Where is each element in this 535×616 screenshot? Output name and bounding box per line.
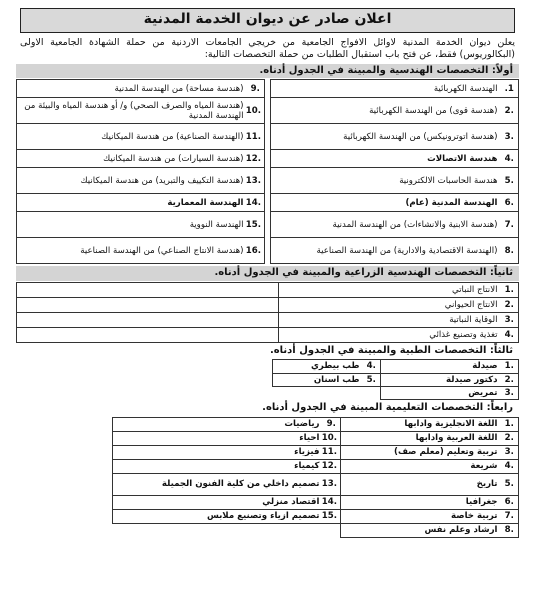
row-number: .8 — [501, 238, 519, 264]
table-row — [17, 124, 519, 150]
row-number: .4 — [501, 459, 519, 473]
specialty-cell: الهندسة المدنية (عام) — [271, 194, 501, 212]
specialty-cell: (هندسة اتوترونيكس) من الهندسة الكهربائية — [271, 124, 501, 150]
spacer-cell — [17, 431, 113, 445]
specialty-cell: جغرافيا — [341, 495, 501, 509]
specialty-cell: (الهندسة الصناعية) من هندسة الميكانيك — [17, 124, 247, 150]
specialty-cell: تغذية وتصنيع غذائي — [279, 327, 501, 342]
education-table — [16, 417, 519, 538]
table-row — [17, 360, 519, 373]
row-number: .9 — [323, 417, 341, 431]
specialty-cell: اللغة الانجليزية وادابها — [341, 417, 501, 431]
spacer-cell — [17, 495, 113, 509]
table-row — [17, 282, 519, 297]
specialty-cell: (هندسة التكييف والتبريد) من هندسة الميكانيك — [17, 168, 247, 194]
section4-heading: رابعاً: التخصصات التعليمية المبينة في الجدول أدناه. — [16, 401, 519, 416]
specialty-cell — [273, 386, 363, 399]
specialty-cell: شريعة — [341, 459, 501, 473]
announcement-title: اعلان صادر عن ديوان الخدمة المدنية — [20, 8, 515, 33]
specialty-cell: رياضيات — [113, 417, 323, 431]
row-number: .6 — [501, 495, 519, 509]
specialty-cell: الهندسة الكهربائية — [271, 80, 501, 98]
row-number: .5 — [501, 168, 519, 194]
specialty-cell: اللغة العربية وادابها — [341, 431, 501, 445]
section2-heading: ثانياً: التخصصات الهندسية الزراعية والمبينة في الجدول أدناه. — [16, 266, 519, 281]
specialty-cell: ارشاد وعلم نفس — [341, 523, 501, 537]
table-row — [17, 312, 519, 327]
spacer-cell — [265, 212, 271, 238]
table-row — [17, 327, 519, 342]
specialty-cell: فيزياء — [113, 445, 323, 459]
table-row — [17, 373, 519, 386]
row-number: .8 — [501, 523, 519, 537]
table-row — [17, 194, 519, 212]
table-row — [17, 386, 519, 399]
row-number: .15 — [323, 509, 341, 523]
spacer-cell — [265, 168, 271, 194]
specialty-cell: الانتاج الحيواني — [279, 297, 501, 312]
row-number: .3 — [501, 445, 519, 459]
specialty-cell: طب اسنان — [273, 373, 363, 386]
table-row — [17, 212, 519, 238]
specialty-cell: الهندسة النووية — [17, 212, 247, 238]
section3-heading: ثالثاً: التخصصات الطبية والمبينة في الجدول أدناه. — [16, 344, 519, 359]
spacer-cell — [17, 445, 113, 459]
spacer-cell — [265, 238, 271, 264]
row-number: .10 — [323, 431, 341, 445]
table-row — [17, 297, 519, 312]
table-row — [17, 80, 519, 98]
specialty-cell: دكتور صيدلة — [381, 373, 501, 386]
row-number: .4 — [501, 150, 519, 168]
row-number: .4 — [501, 327, 519, 342]
table-row — [17, 150, 519, 168]
specialty-cell: (هندسة مساحة) من الهندسة المدنية — [17, 80, 247, 98]
spacer-cell — [17, 386, 273, 399]
agri-engineering-table — [16, 282, 519, 343]
specialty-cell: (الهندسة الاقتصادية والادارية) من الهندسة الصناعية — [271, 238, 501, 264]
specialty-cell: (هندسة الابنية والانشاءات) من الهندسة المدنية — [271, 212, 501, 238]
table-row — [17, 523, 519, 537]
spacer-cell — [265, 80, 271, 98]
specialty-cell: (هندسة المياه والصرف الصحي) و/ أو هندسة المياه والبيئة من الهندسة المدنية — [17, 98, 247, 124]
spacer-cell — [17, 523, 113, 537]
empty-cell — [17, 282, 279, 297]
table-row — [17, 445, 519, 459]
row-number: .3 — [501, 312, 519, 327]
section1-heading: أولاً: التخصصات الهندسية والمبينة في الجدول أدناه. — [16, 64, 519, 79]
medical-table — [16, 359, 519, 400]
row-number: .4 — [363, 360, 381, 373]
specialty-cell — [113, 523, 323, 537]
specialty-cell: طب بيطري — [273, 360, 363, 373]
row-number: .2 — [501, 297, 519, 312]
specialty-cell: تصميم داخلي من كلية الفنون الجميلة — [113, 473, 323, 495]
row-number: .11 — [323, 445, 341, 459]
table-row — [17, 509, 519, 523]
row-number — [323, 523, 341, 537]
table-row — [17, 431, 519, 445]
row-number: .3 — [501, 124, 519, 150]
specialty-cell: كيمياء — [113, 459, 323, 473]
row-number: .5 — [363, 373, 381, 386]
spacer-cell — [265, 194, 271, 212]
specialty-cell: الانتاج النباتي — [279, 282, 501, 297]
row-number: .1 — [501, 360, 519, 373]
row-number: .7 — [501, 509, 519, 523]
spacer-cell — [17, 509, 113, 523]
spacer-cell — [17, 373, 273, 386]
intro-paragraph: يعلن ديوان الخدمة المدنية لاوائل الافواج الجامعية من خريجي الجامعات الاردنية من حملة الشهادة الجامعية الاولى (البكالوريوس) فقط، عن فتح باب استقبال الطلبات من حملة التخصصات التالية: — [20, 36, 515, 60]
specialty-cell: هندسة الاتصالات — [271, 150, 501, 168]
specialty-cell: تربية خاصة — [341, 509, 501, 523]
row-number: .16 — [247, 238, 265, 264]
table-row — [17, 473, 519, 495]
row-number: .1 — [501, 417, 519, 431]
specialty-cell: (هندسة الانتاج الصناعي) من الهندسة الصناعية — [17, 238, 247, 264]
row-number: .12 — [247, 150, 265, 168]
spacer-cell — [265, 124, 271, 150]
row-number: .5 — [501, 473, 519, 495]
row-number: .6 — [501, 194, 519, 212]
table-row — [17, 417, 519, 431]
engineering-table — [16, 79, 519, 264]
empty-cell — [17, 297, 279, 312]
row-number: .10 — [247, 98, 265, 124]
specialty-cell: تربية وتعليم (معلم صف) — [341, 445, 501, 459]
specialty-cell: صيدلة — [381, 360, 501, 373]
row-number: .2 — [501, 431, 519, 445]
row-number: .13 — [323, 473, 341, 495]
spacer-cell — [265, 98, 271, 124]
spacer-cell — [265, 150, 271, 168]
specialty-cell: اقتصاد منزلي — [113, 495, 323, 509]
spacer-cell — [17, 473, 113, 495]
specialty-cell: (هندسة السيارات) من هندسة الميكانيك — [17, 150, 247, 168]
specialty-cell: هندسة الحاسبات الالكترونية — [271, 168, 501, 194]
empty-cell — [17, 312, 279, 327]
row-number: .2 — [501, 98, 519, 124]
table-row — [17, 168, 519, 194]
table-row — [17, 459, 519, 473]
row-number: .9 — [247, 80, 265, 98]
row-number: .15 — [247, 212, 265, 238]
row-number: .13 — [247, 168, 265, 194]
specialty-cell: (هندسة قوى) من الهندسة الكهربائية — [271, 98, 501, 124]
row-number: .7 — [501, 212, 519, 238]
table-row — [17, 238, 519, 264]
row-number: .12 — [323, 459, 341, 473]
table-row — [17, 495, 519, 509]
row-number: .1 — [501, 282, 519, 297]
empty-cell — [17, 327, 279, 342]
row-number: 1. — [501, 80, 519, 98]
specialty-cell: احياء — [113, 431, 323, 445]
row-number: .14 — [247, 194, 265, 212]
specialty-cell: تاريخ — [341, 473, 501, 495]
row-number — [363, 386, 381, 399]
spacer-cell — [17, 417, 113, 431]
row-number: .14 — [323, 495, 341, 509]
specialty-cell: تصميم ازياء وتصنيع ملابس — [113, 509, 323, 523]
specialty-cell: الوقاية النباتية — [279, 312, 501, 327]
row-number: .3 — [501, 386, 519, 399]
row-number: .11 — [247, 124, 265, 150]
row-number: .2 — [501, 373, 519, 386]
spacer-cell — [17, 360, 273, 373]
table-row — [17, 98, 519, 124]
specialty-cell: تمريض — [381, 386, 501, 399]
spacer-cell — [17, 459, 113, 473]
specialty-cell: الهندسة المعمارية — [17, 194, 247, 212]
